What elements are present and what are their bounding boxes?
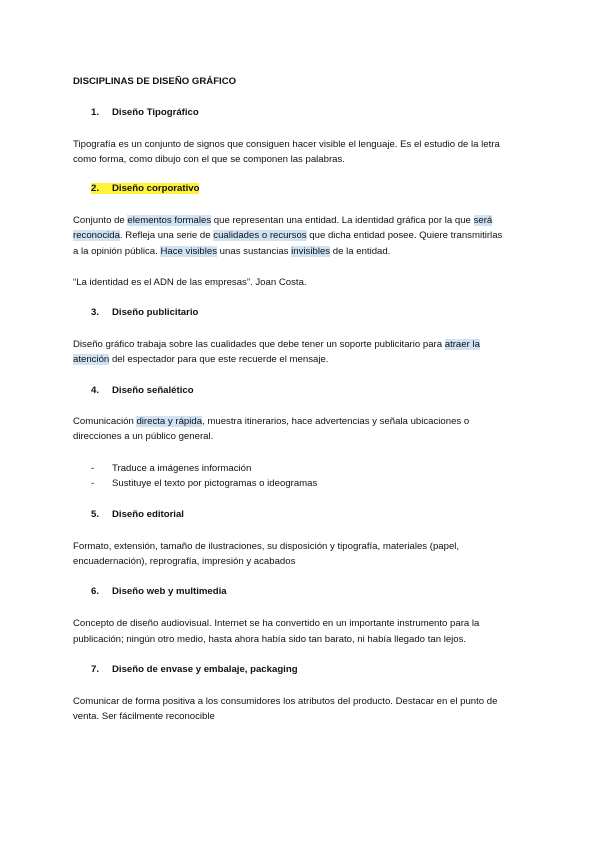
paragraph-line: venta. Ser fácilmente reconocible	[73, 711, 215, 722]
highlighted-text: atraer la	[444, 339, 480, 350]
paragraph-line: Formato, extensión, tamaño de ilustraciones, su disposición y tipografía, materiales (papel,	[73, 541, 460, 552]
highlighted-text: será	[473, 215, 493, 226]
paragraph-line: Comunicar de forma positiva a los consumidores los atributos del producto. Destacar en el punto de	[73, 696, 498, 707]
highlighted-text: atención	[73, 354, 110, 365]
section-4-heading	[91, 385, 194, 397]
document-title: DISCIPLINAS DE DISEÑO GRÁFICO	[73, 76, 237, 87]
paragraph-line: atención del espectador para que este recuerde el mensaje.	[73, 354, 329, 365]
section-number: 3.	[91, 307, 100, 318]
paragraph-line: Comunicación directa y rápida, muestra itinerarios, hace advertencias y señala ubicaciones o	[73, 416, 470, 427]
bullet-item: - Traduce a imágenes información	[91, 463, 252, 474]
section-number: 7.	[91, 664, 100, 675]
section-2-heading	[91, 183, 199, 195]
highlighted-text: Hace visibles	[160, 246, 218, 257]
highlighted-text: invisibles	[291, 246, 331, 257]
section-1-heading	[91, 107, 199, 119]
highlighted-text: reconocida	[73, 230, 120, 241]
bullet-item: - Sustituye el texto por pictogramas o ideogramas	[91, 478, 318, 489]
paragraph-line: a la opinión pública. Hace visibles unas sustancias invisibles de la entidad.	[73, 246, 391, 257]
section-title: Diseño editorial	[112, 509, 184, 520]
paragraph-line: Concepto de diseño audiovisual. Internet se ha convertido en un importante instrumento para la	[73, 618, 480, 629]
bullet-dash: -	[91, 478, 95, 489]
paragraph-line: Conjunto de elementos formales que representan una entidad. La identidad gráfica por la que será	[73, 215, 493, 226]
paragraph-line: publicación; ningún otro medio, hasta ahora había sido tan barato, ni había llegado tan lejos.	[73, 634, 467, 645]
paragraph-line: reconocida. Refleja una serie de cualidades o recursos que dicha entidad posee. Quiere transmitirlas	[73, 230, 503, 241]
section-title: Diseño señalético	[112, 385, 194, 396]
section-title: Diseño Tipográfico	[112, 107, 199, 118]
section-6-heading	[91, 586, 227, 598]
section-number: 6.	[91, 586, 100, 597]
paragraph-line: direcciones a un público general.	[73, 431, 214, 442]
section-number: 5.	[91, 509, 100, 520]
section-title: Diseño corporativo	[112, 183, 200, 194]
highlighted-text: cualidades o recursos	[213, 230, 307, 241]
bullet-dash: -	[91, 463, 95, 474]
quote-line: “La identidad es el ADN de las empresas”. Joan Costa.	[73, 277, 307, 288]
section-5-heading	[91, 509, 184, 521]
section-title: Diseño de envase y embalaje, packaging	[112, 664, 298, 675]
section-7-heading	[91, 664, 298, 676]
highlighted-text: elementos formales	[127, 215, 212, 226]
section-number: 4.	[91, 385, 100, 396]
section-number: 1.	[91, 107, 100, 118]
highlighted-text: directa y rápida	[136, 416, 203, 427]
paragraph-line: encuadernación), reprografía, impresión y acabados	[73, 556, 296, 567]
paragraph-line: Diseño gráfico trabaja sobre las cualidades que debe tener un soporte publicitario para atraer la	[73, 339, 480, 350]
section-title: Diseño publicitario	[112, 307, 199, 318]
paragraph-line: como forma, como dibujo con el que se componen las palabras.	[73, 154, 345, 165]
paragraph-line: Tipografía es un conjunto de signos que consiguen hacer visible el lenguaje. Es el estudio de la letra	[73, 139, 500, 150]
section-title: Diseño web y multimedia	[112, 586, 227, 597]
section-number: 2.	[91, 183, 100, 194]
section-3-heading	[91, 307, 198, 319]
